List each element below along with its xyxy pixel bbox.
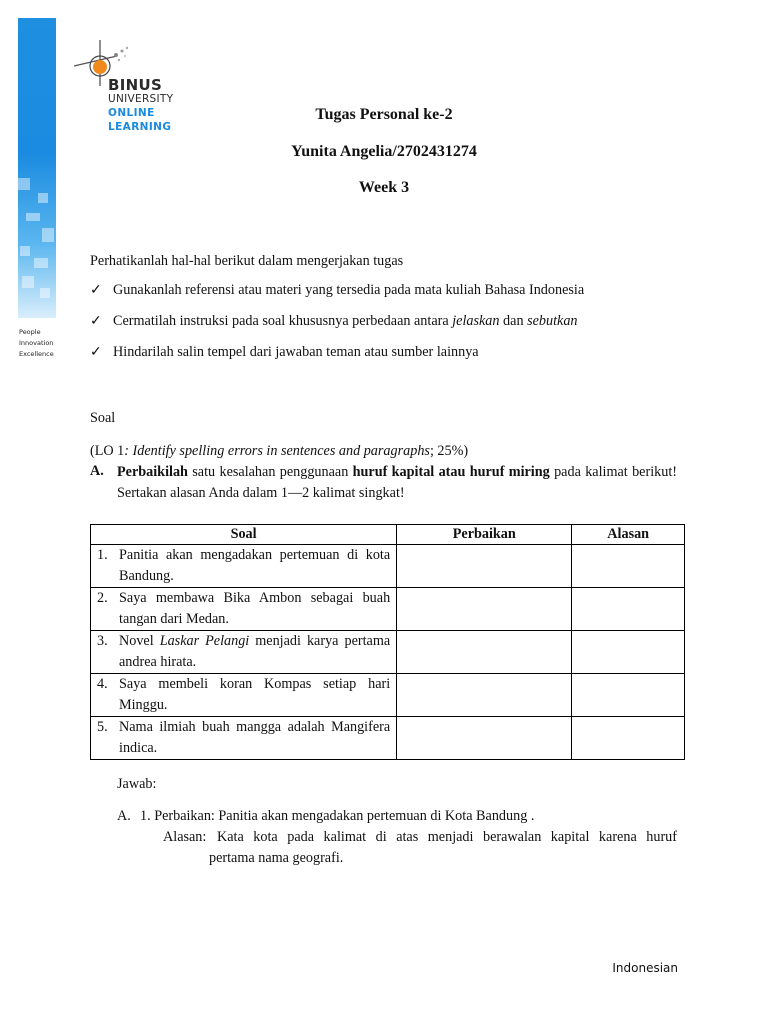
reason-label: Alasan: xyxy=(163,829,207,845)
logo-university: UNIVERSITY xyxy=(108,93,174,105)
row-text-part: Novel xyxy=(119,633,160,649)
table-row xyxy=(91,588,685,631)
row-text: Saya membeli koran Kompas setiap hari Minggu. xyxy=(119,676,391,713)
row-number: 1. xyxy=(97,547,108,563)
alasan-cell[interactable] xyxy=(572,545,685,588)
perbaikan-cell[interactable] xyxy=(397,545,572,588)
question-span: pada kalimat berikut! Sertakan alasan Anda dalam 1—2 kalimat singkat! xyxy=(117,464,678,501)
table-row xyxy=(91,631,685,674)
instruction-emphasis: jelaskan xyxy=(452,313,500,329)
instructions-intro: Perhatikanlah hal-hal berikut dalam mengerjakan tugas xyxy=(90,253,404,269)
soal-cell xyxy=(91,545,397,588)
alasan-cell[interactable] xyxy=(572,588,685,631)
logo-online: ONLINE xyxy=(108,107,155,119)
table-row xyxy=(91,545,685,588)
learning-outcome xyxy=(90,441,468,461)
logo-binus: BINUS xyxy=(108,76,163,94)
logo-learning: LEARNING xyxy=(108,121,172,133)
lo-text: ; 25%) xyxy=(429,443,469,459)
column-header: Perbaikan xyxy=(397,525,572,545)
row-text-part: menjadi karya pertama andrea hirata. xyxy=(119,633,391,670)
perbaikan-cell[interactable] xyxy=(397,588,572,631)
reason-text: Kata kota pada kalimat di atas menjadi berawalan kapital karena huruf xyxy=(217,829,677,845)
week-line: Week 3 xyxy=(358,179,410,196)
row-text: Saya membawa Bika Ambon sebagai buah tangan dari Medan. xyxy=(119,590,391,627)
table-row xyxy=(91,717,685,760)
brand-tagline xyxy=(19,327,54,360)
reason-text-continued: pertama nama geografi. xyxy=(209,850,344,866)
table-row xyxy=(91,674,685,717)
instruction-text: dan xyxy=(499,313,528,329)
row-number: 5. xyxy=(97,719,108,735)
soal-cell xyxy=(91,588,397,631)
alasan-cell[interactable] xyxy=(572,631,685,674)
question-bold: huruf kapital atau huruf miring xyxy=(352,464,550,480)
brand-side-strip xyxy=(18,18,56,318)
row-text: Panitia akan mengadakan pertemuan di kota Bandung. xyxy=(119,547,391,584)
row-text-italic: Laskar Pelangi xyxy=(159,633,250,649)
check-icon: ✓ xyxy=(90,314,102,329)
perbaikan-cell[interactable] xyxy=(397,631,572,674)
perbaikan-cell[interactable] xyxy=(397,717,572,760)
instruction-item xyxy=(113,313,578,330)
soal-heading: Soal xyxy=(90,410,116,426)
column-header: Alasan xyxy=(572,525,685,545)
perbaikan-cell[interactable] xyxy=(397,674,572,717)
soal-table xyxy=(90,524,685,760)
instruction-text: Cermatilah instruksi pada soal khususnya perbedaan antara xyxy=(113,313,453,329)
footer-label: Indonesian xyxy=(612,961,678,975)
check-icon: ✓ xyxy=(90,345,102,360)
instruction-item: Gunakanlah referensi atau materi yang tersedia pada mata kuliah Bahasa Indonesia xyxy=(113,282,585,298)
row-number: 2. xyxy=(97,590,108,606)
alasan-cell[interactable] xyxy=(572,674,685,717)
table-header-row xyxy=(91,525,685,545)
check-icon: ✓ xyxy=(90,283,102,298)
alasan-cell[interactable] xyxy=(572,717,685,760)
tagline-line: People xyxy=(19,328,41,336)
question-label: A. xyxy=(90,463,104,479)
row-text: Nama ilmiah buah mangga adalah Mangifera indica. xyxy=(119,719,391,756)
instruction-item: Hindarilah salin tempel dari jawaban teman atau sumber lainnya xyxy=(113,344,479,360)
column-header: Soal xyxy=(91,525,397,545)
binus-logo xyxy=(72,38,192,143)
lo-emphasis: : Identify spelling errors in sentences and paragraphs xyxy=(124,443,430,459)
answer-item: 1. Perbaikan: Panitia akan mengadakan pertemuan di Kota Bandung . xyxy=(140,808,535,824)
soal-cell xyxy=(91,717,397,760)
question-span: satu kesalahan penggunaan xyxy=(187,464,353,480)
lo-text: (LO 1 xyxy=(90,443,125,459)
answer-heading: Jawab: xyxy=(117,776,157,792)
answer-label: A. xyxy=(117,808,131,824)
soal-cell xyxy=(91,674,397,717)
question-bold: Perbaikilah xyxy=(117,464,188,480)
row-number: 4. xyxy=(97,676,108,692)
soal-cell xyxy=(91,631,397,674)
tagline-line: Excellence xyxy=(19,350,54,358)
question-text xyxy=(117,462,677,504)
page-title: Tugas Personal ke-2 xyxy=(315,106,453,123)
row-number: 3. xyxy=(97,633,108,649)
row-text xyxy=(119,631,390,673)
instruction-emphasis: sebutkan xyxy=(527,313,578,329)
author-line: Yunita Angelia/2702431274 xyxy=(291,143,477,160)
tagline-line: Innovation xyxy=(19,339,54,347)
